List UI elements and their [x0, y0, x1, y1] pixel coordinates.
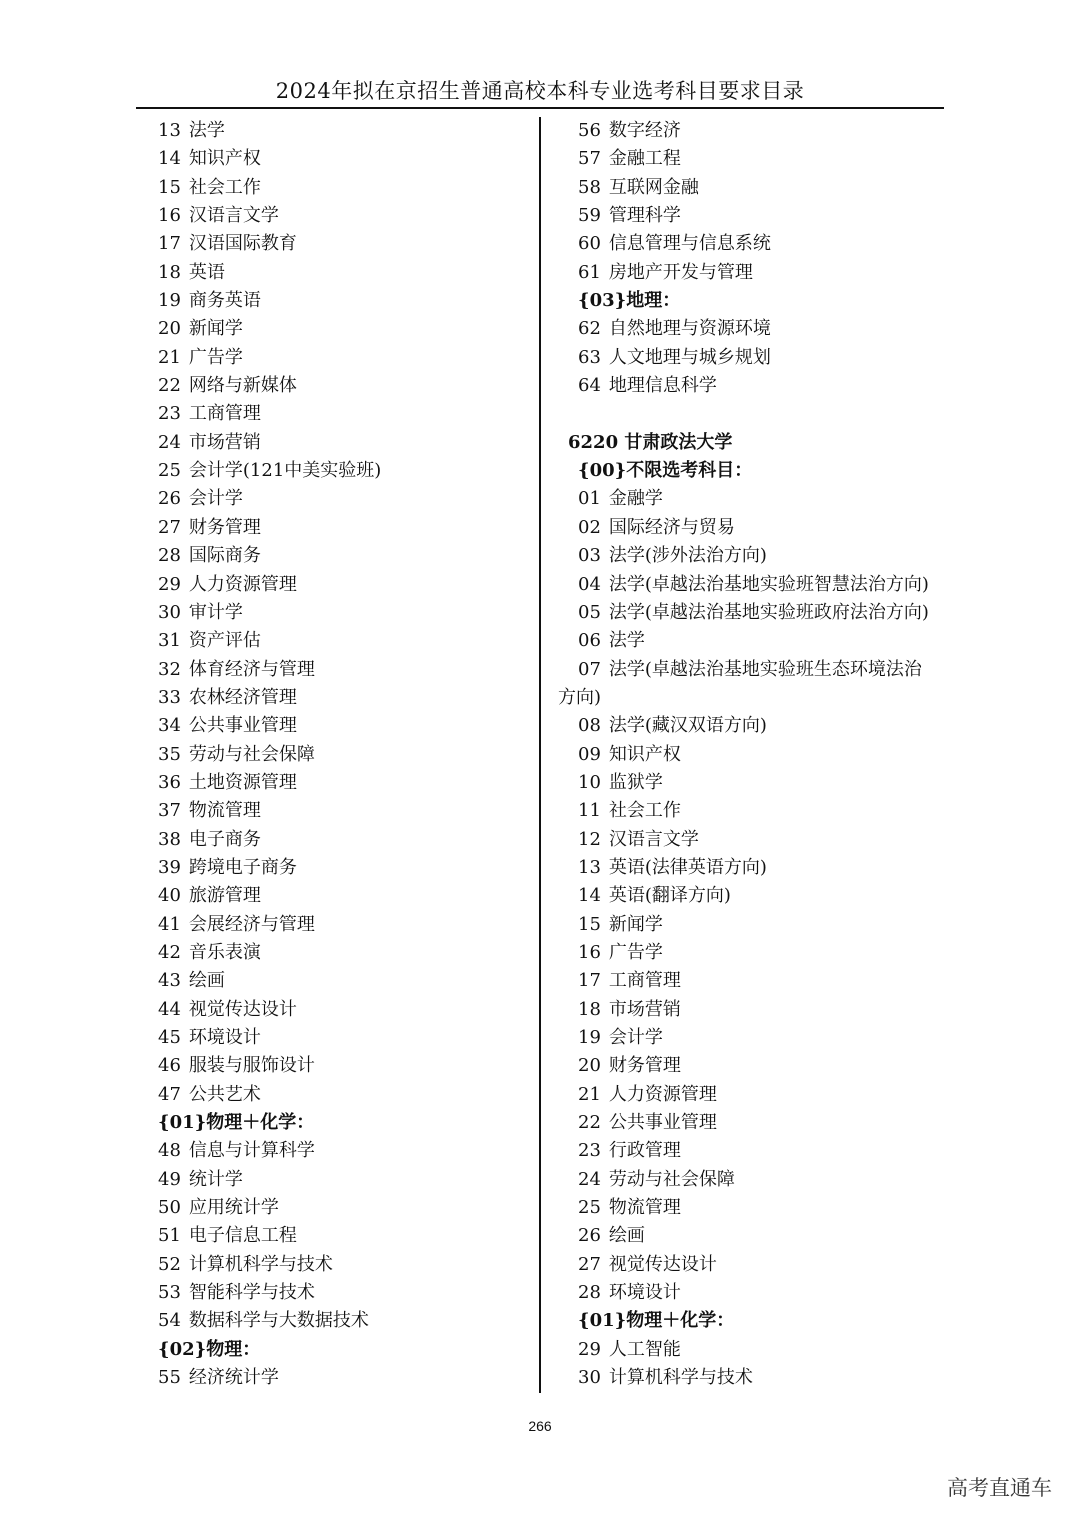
major-list-item — [558, 1336, 998, 1364]
major-list-item — [158, 117, 534, 145]
major-list-item — [158, 542, 534, 570]
major-name: 经济统计学 — [188, 1367, 279, 1389]
major-list-item — [158, 769, 534, 797]
major-code: 24 — [578, 1168, 601, 1190]
major-code: 27 — [158, 516, 181, 538]
major-code: 21 — [158, 346, 181, 368]
major-name: 新闻学 — [188, 318, 243, 340]
major-code: 01 — [578, 488, 601, 510]
major-name: 劳动与社会保障 — [188, 743, 315, 765]
major-name: 视觉传达设计 — [608, 1253, 717, 1275]
major-name: 环境设计 — [608, 1282, 681, 1304]
major-name: 会计学(121中美实验班) — [188, 460, 382, 482]
major-code: 04 — [578, 573, 601, 595]
major-list-item — [558, 882, 998, 910]
subject-requirement-heading: {01}物理＋化学： — [578, 1310, 735, 1332]
major-list-item — [558, 741, 998, 769]
major-name: 地理信息科学 — [608, 375, 717, 397]
major-list-item — [558, 117, 998, 145]
major-code: 23 — [158, 403, 181, 425]
major-list-item — [558, 1166, 998, 1194]
major-code: 19 — [578, 1027, 601, 1048]
major-name: 农林经济管理 — [188, 686, 297, 708]
major-code: 15 — [158, 176, 181, 198]
major-list-item — [558, 542, 998, 570]
subject-requirement-heading: {01}物理＋化学： — [158, 1112, 315, 1134]
major-name-continuation: 方向) — [558, 686, 602, 708]
major-name: 跨境电子商务 — [188, 856, 297, 878]
major-list-item — [158, 656, 534, 684]
major-list-item — [558, 1109, 998, 1137]
major-name: 法学(卓越法治基地实验班智慧法治方向) — [608, 573, 929, 595]
major-list-item — [158, 485, 534, 513]
major-list-item — [558, 656, 998, 684]
major-code: 50 — [158, 1197, 181, 1219]
major-code: 38 — [158, 828, 181, 850]
major-list-item — [158, 1194, 534, 1222]
major-name: 法学(卓越法治基地实验班生态环境法治 — [608, 658, 922, 680]
major-list-item — [158, 1279, 534, 1307]
major-list-item — [558, 485, 998, 513]
major-code: 20 — [158, 318, 181, 340]
major-code: 32 — [158, 658, 181, 680]
major-name: 服装与服饰设计 — [188, 1055, 315, 1077]
major-list-item — [558, 344, 998, 372]
major-name: 绘画 — [188, 970, 225, 992]
major-list-item — [158, 911, 534, 939]
major-code: 05 — [578, 601, 601, 623]
major-name: 信息管理与信息系统 — [608, 233, 771, 255]
major-name: 人力资源管理 — [608, 1083, 717, 1105]
major-code: 54 — [158, 1310, 181, 1332]
major-name: 法学(卓越法治基地实验班政府法治方向) — [608, 601, 929, 623]
major-name: 知识产权 — [608, 743, 681, 765]
major-name: 计算机科学与技术 — [188, 1253, 333, 1275]
major-name: 人工智能 — [608, 1338, 681, 1360]
major-list-item — [158, 372, 534, 400]
major-code: 44 — [158, 998, 181, 1020]
major-list-item — [158, 259, 534, 287]
major-list-item — [158, 230, 534, 258]
major-code: 51 — [158, 1225, 181, 1247]
major-code: 31 — [158, 630, 181, 652]
major-name: 广告学 — [188, 346, 243, 368]
major-name: 绘画 — [608, 1225, 645, 1247]
major-name: 汉语国际教育 — [188, 233, 297, 255]
subject-requirement-heading: {02}物理： — [158, 1338, 261, 1360]
major-code: 46 — [158, 1055, 181, 1077]
major-code: 39 — [158, 856, 181, 878]
major-name: 数字经济 — [608, 120, 681, 141]
title-rule — [136, 107, 944, 109]
spacer — [558, 400, 998, 428]
major-code: 25 — [158, 460, 181, 482]
major-list-item — [558, 145, 998, 173]
major-list-item — [158, 457, 534, 485]
major-name: 电子商务 — [188, 828, 261, 850]
major-list-item — [558, 854, 998, 882]
major-code: 07 — [578, 658, 601, 680]
major-list-item — [158, 741, 534, 769]
major-code: 23 — [578, 1140, 601, 1162]
major-name: 旅游管理 — [188, 885, 261, 907]
major-name: 汉语言文学 — [188, 205, 279, 227]
major-name: 监狱学 — [608, 771, 663, 793]
major-list-item — [558, 1081, 998, 1109]
major-list-item — [558, 1194, 998, 1222]
major-list-item — [558, 514, 998, 542]
major-code: 13 — [158, 120, 181, 141]
major-name: 英语(法律英语方向) — [608, 856, 767, 878]
major-name: 国际商务 — [188, 545, 261, 567]
major-code: 16 — [578, 941, 601, 963]
major-code: 19 — [158, 290, 181, 312]
major-name: 市场营销 — [188, 431, 261, 453]
major-list-item — [558, 571, 998, 599]
major-list-item — [158, 1052, 534, 1080]
major-list-item — [158, 1081, 534, 1109]
major-list-item — [158, 174, 534, 202]
major-code: 25 — [578, 1197, 601, 1219]
major-name: 公共艺术 — [188, 1083, 261, 1105]
major-name: 智能科学与技术 — [188, 1282, 315, 1304]
major-name: 法学 — [188, 120, 225, 141]
major-name: 物流管理 — [188, 800, 261, 822]
major-name: 应用统计学 — [188, 1197, 279, 1219]
major-code: 03 — [578, 545, 601, 567]
major-code: 11 — [578, 800, 601, 822]
major-name: 视觉传达设计 — [188, 998, 297, 1020]
major-code: 13 — [578, 856, 601, 878]
major-list-item — [158, 684, 534, 712]
major-list-item — [558, 769, 998, 797]
major-list-item — [158, 1307, 534, 1335]
major-name: 数据科学与大数据技术 — [188, 1310, 369, 1332]
major-list-item — [158, 996, 534, 1024]
major-name: 法学 — [608, 630, 645, 652]
major-code: 18 — [578, 998, 601, 1020]
major-name: 音乐表演 — [188, 941, 261, 963]
major-list-item — [558, 712, 998, 740]
major-code: 41 — [158, 913, 181, 935]
major-name: 法学(藏汉双语方向) — [608, 715, 767, 737]
major-name: 自然地理与资源环境 — [608, 318, 771, 340]
major-list-item — [558, 259, 998, 287]
major-list-item — [158, 939, 534, 967]
major-list-item — [558, 599, 998, 627]
major-name: 市场营销 — [608, 998, 681, 1020]
major-name: 人文地理与城乡规划 — [608, 346, 771, 368]
major-name: 会展经济与管理 — [188, 913, 315, 935]
major-name: 环境设计 — [188, 1027, 261, 1048]
major-code: 20 — [578, 1055, 601, 1077]
major-name: 人力资源管理 — [188, 573, 297, 595]
major-code: 43 — [158, 970, 181, 992]
major-name: 金融学 — [608, 488, 663, 510]
major-code: 34 — [158, 715, 181, 737]
major-list-item — [158, 400, 534, 428]
major-code: 22 — [578, 1112, 601, 1134]
major-list-item — [558, 797, 998, 825]
major-list-item — [158, 882, 534, 910]
major-code: 64 — [578, 375, 601, 397]
major-code: 49 — [158, 1168, 181, 1190]
major-name: 审计学 — [188, 601, 243, 623]
major-code: 29 — [158, 573, 181, 595]
major-name: 社会工作 — [188, 176, 261, 198]
page-title: 2024年拟在京招生普通高校本科专业选考科目要求目录 — [275, 79, 805, 103]
major-list-item — [558, 996, 998, 1024]
major-list-item — [558, 1251, 998, 1279]
major-code: 10 — [578, 771, 601, 793]
major-name: 土地资源管理 — [188, 771, 297, 793]
major-list-item — [158, 344, 534, 372]
major-list-item — [158, 712, 534, 740]
major-code: 37 — [158, 800, 181, 822]
major-code: 58 — [578, 176, 601, 198]
major-code: 42 — [158, 941, 181, 963]
major-name: 英语 — [188, 261, 225, 283]
major-list-item — [158, 599, 534, 627]
major-list-item — [158, 627, 534, 655]
major-list-item — [558, 1024, 998, 1052]
major-name: 网络与新媒体 — [188, 375, 297, 397]
major-name: 体育经济与管理 — [188, 658, 315, 680]
major-list-item — [558, 1137, 998, 1165]
major-name: 房地产开发与管理 — [608, 261, 753, 283]
major-name: 知识产权 — [188, 148, 261, 170]
major-list-item — [158, 145, 534, 173]
major-list-item — [558, 627, 998, 655]
major-name: 法学(涉外法治方向) — [608, 545, 767, 567]
major-list-item — [558, 1364, 998, 1392]
major-name: 国际经济与贸易 — [608, 516, 735, 538]
major-code: 30 — [578, 1367, 601, 1389]
major-code: 17 — [158, 233, 181, 255]
major-code: 17 — [578, 970, 601, 992]
major-code: 62 — [578, 318, 601, 340]
major-name: 财务管理 — [188, 516, 261, 538]
major-list-item — [158, 1166, 534, 1194]
major-name: 资产评估 — [188, 630, 261, 652]
major-list-item — [558, 826, 998, 854]
major-name: 工商管理 — [188, 403, 261, 425]
major-name: 英语(翻译方向) — [608, 885, 731, 907]
major-name: 互联网金融 — [608, 176, 699, 198]
major-code: 02 — [578, 516, 601, 538]
major-name: 会计学 — [608, 1027, 663, 1048]
major-list-item — [558, 911, 998, 939]
school-heading: 6220 甘肃政法大学 — [568, 431, 733, 453]
major-name: 计算机科学与技术 — [608, 1367, 753, 1389]
major-list-item — [158, 797, 534, 825]
major-name: 会计学 — [188, 488, 243, 510]
major-code: 08 — [578, 715, 601, 737]
major-code: 14 — [158, 148, 181, 170]
major-code: 55 — [158, 1367, 181, 1389]
major-list-item — [158, 514, 534, 542]
watermark: 高考直通车 — [947, 1476, 1052, 1500]
major-name: 金融工程 — [608, 148, 681, 170]
major-code: 21 — [578, 1083, 601, 1105]
major-code: 29 — [578, 1338, 601, 1360]
major-list-item — [158, 571, 534, 599]
major-code: 15 — [578, 913, 601, 935]
major-code: 36 — [158, 771, 181, 793]
major-list-item — [158, 1222, 534, 1250]
major-name: 汉语言文学 — [608, 828, 699, 850]
major-list-item — [158, 429, 534, 457]
major-list-item — [558, 1052, 998, 1080]
major-list-item — [158, 1251, 534, 1279]
major-code: 61 — [578, 261, 601, 283]
major-code: 09 — [578, 743, 601, 765]
major-name: 物流管理 — [608, 1197, 681, 1219]
major-list-item — [558, 230, 998, 258]
page-number: 266 — [528, 1418, 552, 1434]
subject-requirement-heading: {00}不限选考科目： — [578, 460, 753, 482]
major-list-item — [158, 287, 534, 315]
major-name: 行政管理 — [608, 1140, 681, 1162]
major-code: 63 — [578, 346, 601, 368]
major-code: 53 — [158, 1282, 181, 1304]
major-code: 22 — [158, 375, 181, 397]
major-code: 14 — [578, 885, 601, 907]
right-column — [558, 117, 998, 1392]
major-list-item — [558, 1279, 998, 1307]
major-code: 45 — [158, 1027, 181, 1048]
major-code: 24 — [158, 431, 181, 453]
major-list-item — [558, 174, 998, 202]
major-code: 12 — [578, 828, 601, 850]
major-code: 28 — [578, 1282, 601, 1304]
major-list-item — [158, 315, 534, 343]
major-list-item — [558, 967, 998, 995]
major-code: 35 — [158, 743, 181, 765]
major-name: 财务管理 — [608, 1055, 681, 1077]
major-name: 新闻学 — [608, 913, 663, 935]
major-code: 18 — [158, 261, 181, 283]
subject-requirement-heading: {03}地理： — [578, 290, 681, 312]
major-code: 27 — [578, 1253, 601, 1275]
major-name: 广告学 — [608, 941, 663, 963]
major-list-item — [158, 967, 534, 995]
major-code: 59 — [578, 205, 601, 227]
major-code: 26 — [158, 488, 181, 510]
major-code: 57 — [578, 148, 601, 170]
major-name: 商务英语 — [188, 290, 261, 312]
major-code: 33 — [158, 686, 181, 708]
major-code: 40 — [158, 885, 181, 907]
column-divider — [539, 117, 541, 1393]
major-name: 公共事业管理 — [188, 715, 297, 737]
major-code: 30 — [158, 601, 181, 623]
major-list-item — [158, 1137, 534, 1165]
major-list-item — [158, 826, 534, 854]
major-list-item — [158, 854, 534, 882]
major-code: 16 — [158, 205, 181, 227]
major-name: 管理科学 — [608, 205, 681, 227]
major-name: 公共事业管理 — [608, 1112, 717, 1134]
major-list-item — [558, 939, 998, 967]
major-list-item — [158, 1364, 534, 1392]
major-code: 48 — [158, 1140, 181, 1162]
major-name: 社会工作 — [608, 800, 681, 822]
major-code: 56 — [578, 120, 601, 141]
major-list-item — [158, 1024, 534, 1052]
major-name: 信息与计算科学 — [188, 1140, 315, 1162]
major-code: 28 — [158, 545, 181, 567]
major-list-item — [558, 315, 998, 343]
major-code: 47 — [158, 1083, 181, 1105]
major-list-item — [558, 372, 998, 400]
major-name: 电子信息工程 — [188, 1225, 297, 1247]
major-name: 统计学 — [188, 1168, 243, 1190]
major-code: 60 — [578, 233, 601, 255]
major-code: 26 — [578, 1225, 601, 1247]
left-column — [158, 117, 534, 1392]
major-list-item — [558, 1222, 998, 1250]
major-list-item — [158, 202, 534, 230]
major-code: 06 — [578, 630, 601, 652]
major-list-item — [558, 202, 998, 230]
major-name: 劳动与社会保障 — [608, 1168, 735, 1190]
major-code: 52 — [158, 1253, 181, 1275]
major-name: 工商管理 — [608, 970, 681, 992]
